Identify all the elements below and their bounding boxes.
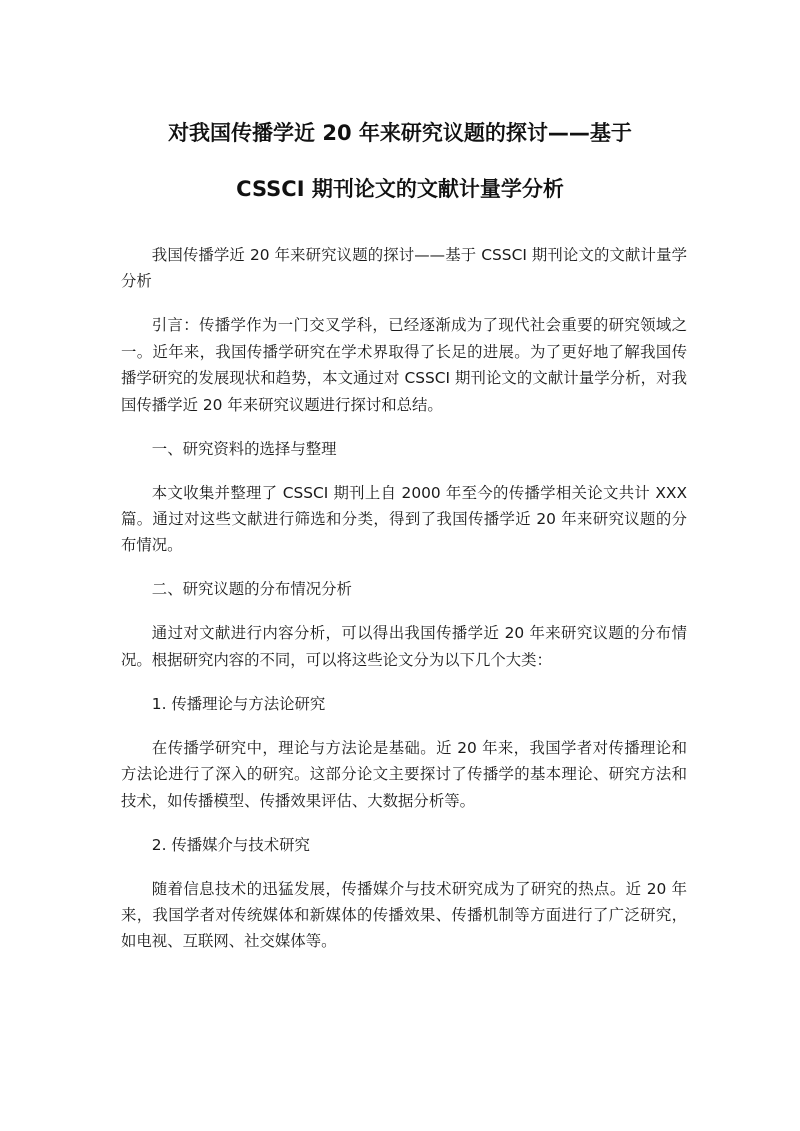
intro-title-paragraph: 我国传播学近 20 年来研究议题的探讨——基于 CSSCI 期刊论文的文献计量学分析 [121, 246, 687, 291]
introduction-paragraph: 引言：传播学作为一门交叉学科，已经逐渐成为了现代社会重要的研究领域之一。近年来，我国传播学研究在学术界取得了长足的进展。为了更好地了解我国传播学研究的发展现状和趋势，本文通过对 CSSCI 期刊论文的文献计量学分析，对我国传播学近 20 年来研究议题进行探讨和总结。 [121, 316, 687, 414]
subsection-1-paragraph: 在传播学研究中，理论与方法论是基础。近 20 年来，我国学者对传播理论和方法论进行了深入的研究。这部分论文主要探讨了传播学的基本理论、研究方法和技术，如传播模型、传播效果评估、大数据分析等。 [121, 738, 687, 810]
document-title-line-1: 对我国传播学近 20 年来研究议题的探讨——基于 [168, 121, 632, 145]
subsection-heading-1: 1. 传播理论与方法论研究 [151, 694, 326, 713]
subsection-2-paragraph: 随着信息技术的迅猛发展，传播媒介与技术研究成为了研究的热点。近 20 年来，我国学者对传统媒体和新媒体的传播效果、传播机制等方面进行了广泛研究，如电视、互联网、社交媒体等。 [121, 879, 687, 951]
section-2-paragraph: 通过对文献进行内容分析，可以得出我国传播学近 20 年来研究议题的分布情况。根据研究内容的不同，可以将这些论文分为以下几个大类： [121, 624, 687, 669]
subsection-heading-2: 2. 传播媒介与技术研究 [151, 835, 310, 854]
document-title-line-2: CSSCI 期刊论文的文献计量学分析 [236, 177, 564, 201]
section-heading-1: 一、研究资料的选择与整理 [151, 439, 337, 458]
section-heading-2: 二、研究议题的分布情况分析 [151, 580, 352, 599]
section-1-paragraph: 本文收集并整理了 CSSCI 期刊上自 2000 年至今的传播学相关论文共计 XXX 篇。通过对这些文献进行筛选和分类，得到了我国传播学近 20 年来研究议题的分布情况。 [121, 483, 687, 555]
document-body [121, 242, 687, 972]
